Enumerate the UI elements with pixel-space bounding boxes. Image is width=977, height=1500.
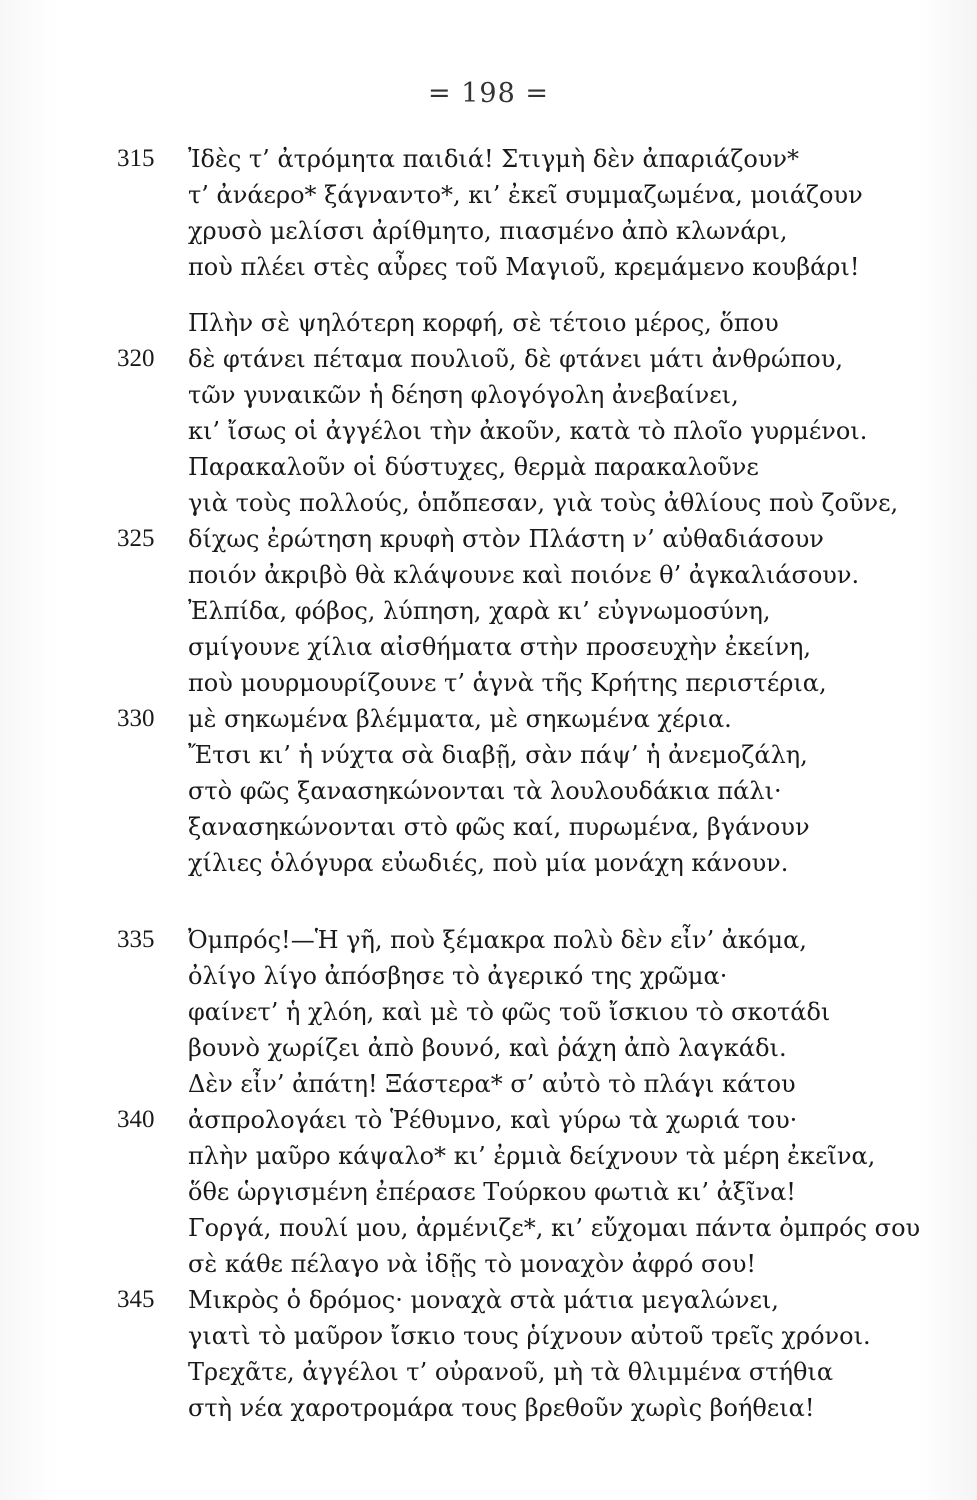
poem-line [0,521,977,557]
poem-line [0,1102,977,1138]
poem-line [0,305,977,341]
poem-line [0,1390,977,1426]
verse-text: τ’ ἀνάερο* ξάγναντο*, κι’ ἐκεῖ συμμαζωμένα, μοιάζουν [188,181,863,209]
verse-text: μὲ σηκωμένα βλέμματα, μὲ σηκωμένα χέρια. [188,705,732,733]
verse-text: ὅθε ὡργισμένη ἐπέρασε Τούρκου φωτιὰ κι’ ἀξῖνα! [188,1178,796,1206]
poem-line [0,665,977,701]
poem-line [0,141,977,177]
verse-text: Μικρὸς ὁ δρόμος· μοναχὰ στὰ μάτια μεγαλώνει, [188,1286,779,1314]
line-number: 345 [117,1286,155,1313]
poem-line [0,1210,977,1246]
poem-line [0,449,977,485]
line-number: 325 [117,525,155,552]
verse-text: ποιόν ἀκριβὸ θὰ κλάψουνε καὶ ποιόνε θ’ ἀγκαλιάσουν. [188,561,860,589]
verse-text: σὲ κάθε πέλαγο νὰ ἰδῇς τὸ μοναχὸν ἀφρό σου! [188,1250,757,1278]
verse-text: δὲ φτάνει πέταμα πουλιοῦ, δὲ φτάνει μάτι ἀνθρώπου, [188,345,843,373]
poem-line [0,557,977,593]
verse-text: Ὀμπρός!—Ἡ γῆ, ποὺ ξέμακρα πολὺ δὲν εἶν’ ἀκόμα, [188,926,807,954]
verse-text: ξανασηκώνονται στὸ φῶς καί, πυρωμένα, βγάνουν [188,813,810,841]
poem-line [0,1174,977,1210]
poem-line [0,922,977,958]
verse-text: ποὺ πλέει στὲς αὖρες τοῦ Μαγιοῦ, κρεμάμενο κουβάρι! [188,253,860,281]
verse-text: Ἐλπίδα, φόβος, λύπηση, χαρὰ κι’ εὐγνωμοσύνη, [188,597,771,625]
verse-text: στὴ νέα χαροτρομάρα τους βρεθοῦν χωρὶς βοήθεια! [188,1394,815,1422]
poem-line [0,1030,977,1066]
poem-line [0,413,977,449]
poem-line [0,1318,977,1354]
verse-text: ἀσπρολογάει τὸ Ῥέθυμνο, καὶ γύρω τὰ χωριά του· [188,1106,798,1134]
line-number: 335 [117,926,155,953]
verse-text: Γοργά, πουλί μου, ἀρμένιζε*, κι’ εὔχομαι πάντα ὀμπρός σου [188,1214,921,1242]
poem-line [0,485,977,521]
poem-line [0,1282,977,1318]
page-number-header: = 198 = [428,78,549,109]
verse-text: Τρεχᾶτε, ἀγγέλοι τ’ οὐρανοῦ, μὴ τὰ θλιμμένα στήθια [188,1358,834,1386]
verse-text: γιὰ τοὺς πολλούς, ὁπὄπεσαν, γιὰ τοὺς ἀθλίους ποὺ ζοῦνε, [188,489,899,517]
poem-line [0,1066,977,1102]
verse-text: στὸ φῶς ξανασηκώνονται τὰ λουλουδάκια πάλι· [188,777,782,805]
line-number: 340 [117,1106,155,1133]
verse-text: ποὺ μουρμουρίζουνε τ’ ἁγνὰ τῆς Κρήτης περιστέρια, [188,669,827,697]
verse-text: Παρακαλοῦν οἱ δύστυχες, θερμὰ παρακαλοῦνε [188,453,759,481]
poem-line [0,1138,977,1174]
poem-line [0,593,977,629]
poem-line [0,1354,977,1390]
poem-line [0,213,977,249]
verse-text: τῶν γυναικῶν ἡ δέηση φλογόγολη ἀνεβαίνει, [188,381,739,409]
poem-line [0,341,977,377]
poem-line [0,1246,977,1282]
verse-text: ὀλίγο λίγο ἀπόσβησε τὸ ἀγερικό της χρῶμα· [188,962,728,990]
line-number: 320 [117,345,155,372]
poem-line [0,845,977,881]
poem-line [0,958,977,994]
verse-text: κι’ ἴσως οἱ ἀγγέλοι τὴν ἀκοῦν, κατὰ τὸ πλοῖο γυρμένοι. [188,417,868,445]
verse-text: σμίγουνε χίλια αἰσθήματα στὴν προσευχὴν ἐκείνη, [188,633,812,661]
poem-line [0,994,977,1030]
poem-line [0,737,977,773]
verse-text: Δὲν εἶν’ ἀπάτη! Ξάστερα* σ’ αὐτὸ τὸ πλάγι κάτου [188,1070,796,1098]
verse-text: Ἔτσι κι’ ἡ νύχτα σὰ διαβῇ, σὰν πάψ’ ἡ ἀνεμοζάλη, [188,741,808,769]
verse-text: χρυσὸ μελίσσι ἀρίθμητο, πιασμένο ἀπὸ κλωνάρι, [188,217,788,245]
verse-text: Ἰδὲς τ’ ἀτρόμητα παιδιά! Στιγμὴ δὲν ἀπαριάζουν* [188,145,800,173]
verse-text: βουνὸ χωρίζει ἀπὸ βουνό, καὶ ῥάχη ἀπὸ λαγκάδι. [188,1034,787,1062]
poem-line [0,809,977,845]
verse-text: Πλὴν σὲ ψηλότερη κορφή, σὲ τέτοιο μέρος, ὅπου [188,309,779,337]
verse-text: δίχως ἐρώτηση κρυφὴ στὸν Πλάστη ν’ αὐθαδιάσουν [188,525,824,553]
line-number: 330 [117,705,155,732]
poem-line [0,701,977,737]
poem-line [0,377,977,413]
poem-line [0,629,977,665]
verse-text: φαίνετ’ ἡ χλόη, καὶ μὲ τὸ φῶς τοῦ ἴσκιου τὸ σκοτάδι [188,998,831,1026]
verse-text: γιατὶ τὸ μαῦρον ἴσκιο τους ῥίχνουν αὐτοῦ τρεῖς χρόνοι. [188,1322,871,1350]
poem-line [0,773,977,809]
verse-text: πλὴν μαῦρο κάψαλο* κι’ ἐρμιὰ δείχνουν τὰ μέρη ἐκεῖνα, [188,1142,876,1170]
poem-line [0,177,977,213]
verse-text: χίλιες ὁλόγυρα εὐωδιές, ποὺ μία μονάχη κάνουν. [188,849,789,877]
poem-line [0,249,977,285]
line-number: 315 [117,145,155,172]
